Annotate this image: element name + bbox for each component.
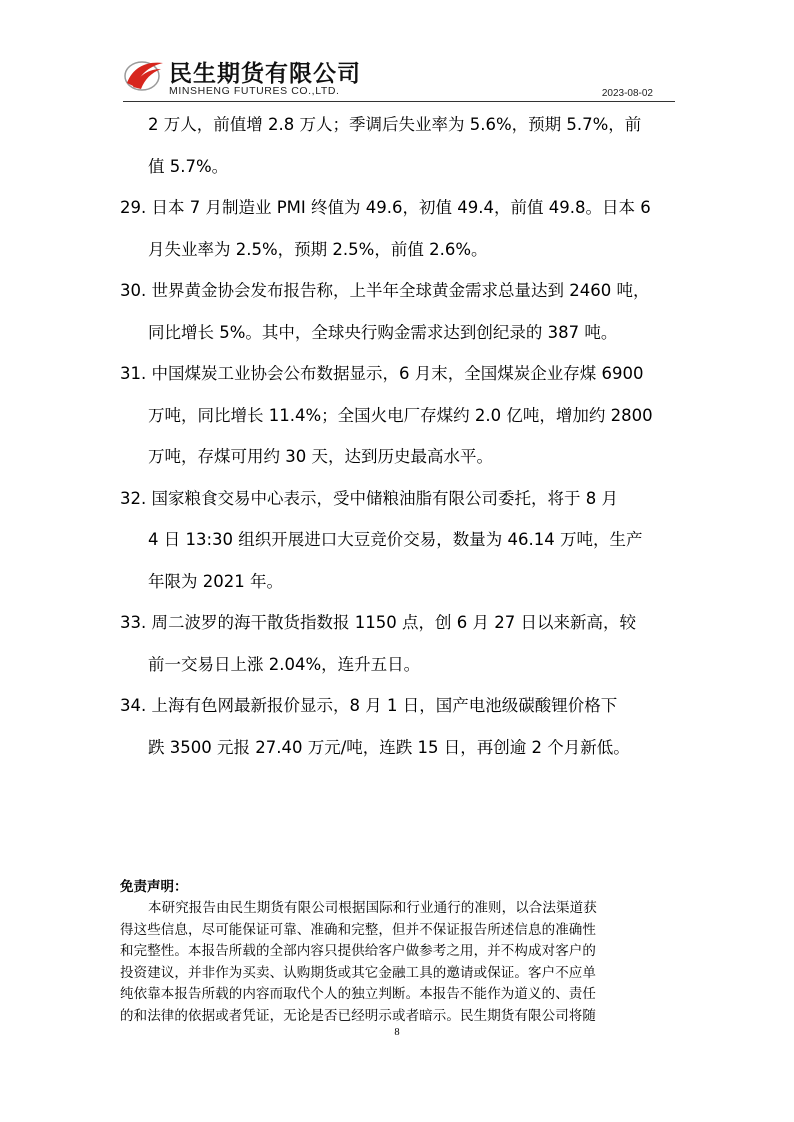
list-item-31: 31. 中国煤炭工业协会公布数据显示，6 月末，全国煤炭企业存煤 6900 (120, 364, 644, 383)
list-item-33: 33. 周二波罗的海干散货指数报 1150 点，创 6 月 27 日以来新高，较 (120, 613, 636, 632)
disclaimer-line: 纯依靠本报告所载的内容而取代个人的独立判断。本报告不能作为道义的、责任 (120, 986, 596, 1003)
header-rule (123, 101, 675, 102)
company-name-en: MINSHENG FUTURES CO.,LTD. (169, 85, 340, 97)
page-number: 8 (394, 1027, 400, 1038)
text-line: 前一交易日上涨 2.04%，连升五日。 (148, 654, 421, 674)
page-header (123, 52, 675, 102)
list-item-32: 32. 国家粮食交易中心表示，受中储粮油脂有限公司委托，将于 8 月 (120, 488, 618, 508)
report-date: 2023-08-02 (601, 88, 653, 99)
text-line: 同比增长 5%。其中，全球央行购金需求达到创纪录的 387 吨。 (148, 322, 618, 342)
company-logo-icon (123, 57, 165, 93)
list-item-30: 30. 世界黄金协会发布报告称，上半年全球黄金需求总量达到 2460 吨， (120, 281, 650, 300)
text-line: 4 日 13:30 组织开展进口大豆竞价交易，数量为 46.14 万吨，生产 (148, 530, 643, 549)
disclaimer-line: 和完整性。本报告所载的全部内容只提供给客户做参考之用，并不构成对客户的 (120, 943, 596, 960)
company-name-cn: 民生期货有限公司 (169, 61, 361, 87)
text-line: 2 万人，前值增 2.8 万人；季调后失业率为 5.6%，预期 5.7%，前 (148, 115, 642, 134)
disclaimer (120, 876, 682, 1028)
text-line: 跌 3500 元报 27.40 万元/吨，连跌 15 日，再创逾 2 个月新低。 (148, 737, 630, 757)
news-list (120, 104, 680, 768)
list-item-34: 34. 上海有色网最新报价显示，8 月 1 日，国产电池级碳酸锂价格下 (120, 696, 618, 715)
text-line: 值 5.7%。 (148, 156, 229, 176)
disclaimer-title: 免责声明： (120, 879, 188, 895)
text-line: 年限为 2021 年。 (148, 571, 283, 591)
disclaimer-line: 本研究报告由民生期货有限公司根据国际和行业通行的准则，以合法渠道获 (148, 900, 597, 916)
disclaimer-line: 得这些信息，尽可能保证可靠、准确和完整，但并不保证报告所述信息的准确性 (120, 921, 596, 938)
text-line: 月失业率为 2.5%，预期 2.5%，前值 2.6%。 (148, 239, 488, 259)
disclaimer-line: 的和法律的依据或者凭证，无论是否已经明示或者暗示。民生期货有限公司将随 (120, 1007, 596, 1024)
disclaimer-line: 投资建议，并非作为买卖、认购期货或其它金融工具的邀请或保证。客户不应单 (120, 964, 596, 981)
list-item-29: 29. 日本 7 月制造业 PMI 终值为 49.6，初值 49.4，前值 49.8。日本 6 (120, 198, 651, 217)
text-line: 万吨，存煤可用约 30 天，达到历史最高水平。 (148, 447, 493, 466)
text-line: 万吨，同比增长 11.4%；全国火电厂存煤约 2.0 亿吨，增加约 2800 (148, 405, 653, 425)
